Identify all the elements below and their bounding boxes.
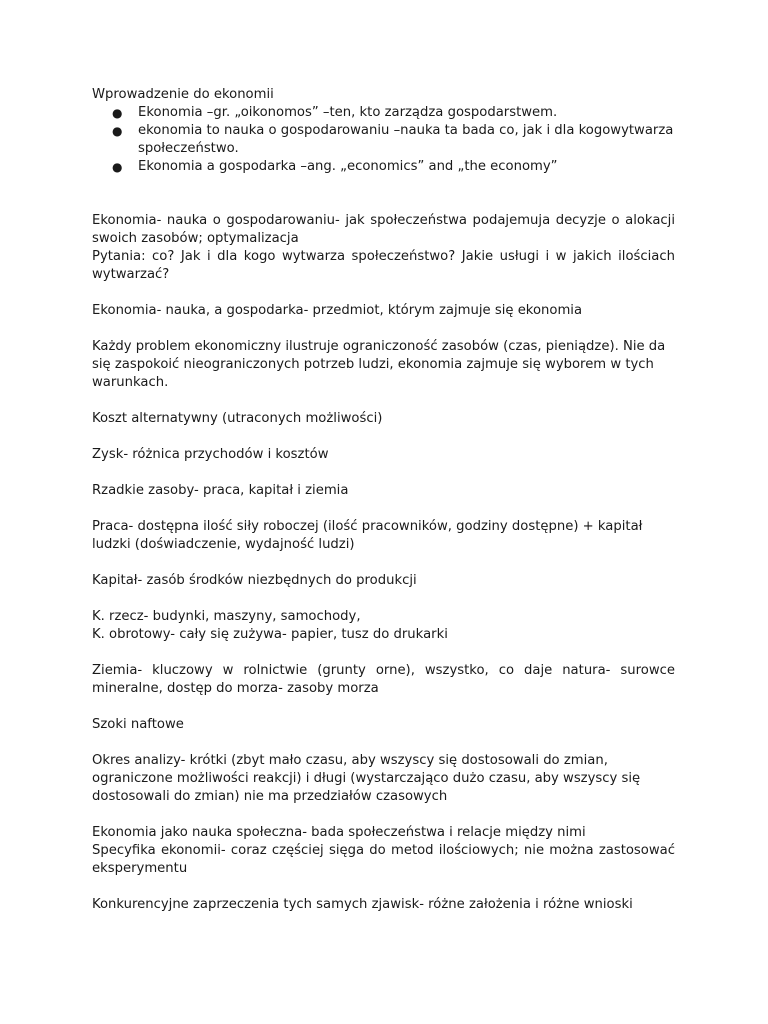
paragraph-definition: Ekonomia- nauka o gospodarowaniu- jak społeczeństwa podajemuja decyzje o alokacji swoich zasobów; optymalizacja: [92, 213, 675, 246]
bullet-text: Ekonomia a gospodarka –ang. „economics” and „the economy”: [138, 159, 558, 174]
paragraph-social-science: Ekonomia jako nauka społeczna- bada społeczeństwa i relacje między nimi: [92, 825, 586, 840]
list-item: [112, 122, 675, 158]
paragraph-opportunity-cost: Koszt alternatywny (utraconych możliwości): [92, 411, 383, 426]
document-title: Wprowadzenie do ekonomii: [92, 87, 274, 102]
paragraph-labor: Praca- dostępna ilość siły roboczej (ilość pracowników, godziny dostępne) + kapitał ludzki (doświadczenie, wydajność ludzi): [92, 519, 643, 552]
list-item: [112, 104, 675, 122]
paragraph-scarce-resources: Rzadkie zasoby- praca, kapitał i ziemia: [92, 483, 349, 498]
paragraph-science-vs-economy: Ekonomia- nauka, a gospodarka- przedmiot, którym zajmuje się ekonomia: [92, 303, 583, 318]
paragraph-oil-shocks: Szoki naftowe: [92, 717, 184, 732]
paragraph-capital: Kapitał- zasób środków niezbędnych do produkcji: [92, 573, 417, 588]
list-item: [112, 158, 675, 176]
paragraph-economics-specifics: Specyfika ekonomii- coraz częściej sięga do metod ilościowych; nie można zastosować eksperymentu: [92, 843, 675, 876]
paragraph-analysis-period: Okres analizy- krótki (zbyt mało czasu, aby wszyscy się dostosowali do zmian, ograniczone możliwości reakcji) i długi (wystarczająco dużo czasu, aby wszyscy się dostosowali do zmian) nie ma przedziałów czasowych: [92, 753, 641, 804]
intro-bullet-list: [92, 104, 675, 176]
paragraph-scarcity: Każdy problem ekonomiczny ilustruje ograniczoność zasobów (czas, pieniądze). Nie da się zaspokoić nieograniczonych potrzeb ludzi, ekonomia zajmuje się wyborem w tych warunkach.: [92, 339, 666, 390]
paragraph-questions: Pytania: co? Jak i dla kogo wytwarza społeczeństwo? Jakie usługi i w jakich ilościach wytwarzać?: [92, 249, 675, 282]
bullet-text: ekonomia to nauka o gospodarowaniu –nauka ta bada co, jak i dla kogowytwarza społeczeństwo.: [138, 123, 674, 156]
bullet-icon: ●: [112, 160, 123, 174]
bullet-icon: ●: [112, 106, 123, 120]
paragraph-competing-explanations: Konkurencyjne zaprzeczenia tych samych zjawisk- różne założenia i różne wnioski: [92, 897, 633, 912]
bullet-icon: ●: [112, 124, 123, 138]
bullet-text: Ekonomia –gr. „oikonomos” –ten, kto zarządza gospodarstwem.: [138, 105, 558, 120]
paragraph-working-capital: K. obrotowy- cały się zużywa- papier, tusz do drukarki: [92, 627, 448, 642]
paragraph-fixed-capital: K. rzecz- budynki, maszyny, samochody,: [92, 609, 361, 624]
paragraph-land: Ziemia- kluczowy w rolnictwie (grunty orne), wszystko, co daje natura- surowce mineralne, dostęp do morza- zasoby morza: [92, 663, 675, 696]
paragraph-profit: Zysk- różnica przychodów i kosztów: [92, 447, 329, 462]
